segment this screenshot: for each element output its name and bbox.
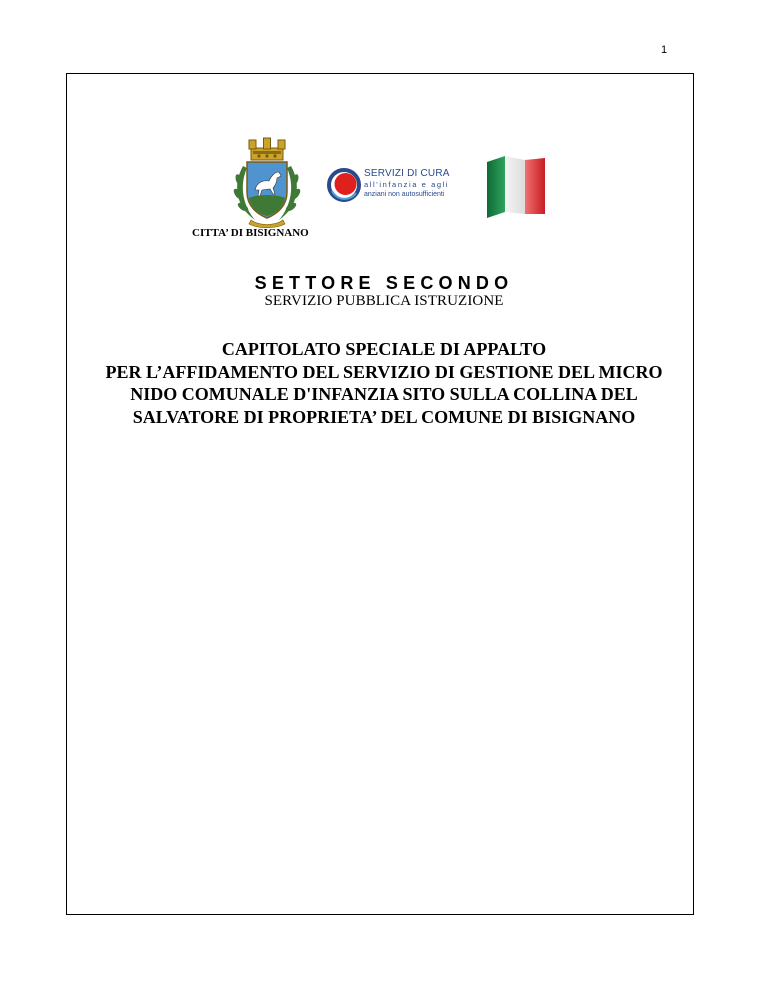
coat-of-arms-logo: [229, 136, 305, 230]
title-line: PER L’AFFIDAMENTO DEL SERVIZIO DI GESTIONE DEL MICRO: [105, 361, 663, 382]
document-title: [0, 338, 768, 428]
logo-text-line3: anziani non autosufficienti: [364, 191, 445, 198]
page-number: 1: [661, 44, 668, 56]
logo-text-line1: SERVIZI DI CURA: [364, 168, 450, 179]
title-line: NIDO COMUNALE D'INFANZIA SITO SULLA COLLINA DEL: [130, 384, 638, 404]
italian-flag-logo: [487, 156, 545, 218]
crown-icon: [249, 138, 285, 160]
circle-logo-icon: [326, 167, 362, 203]
logo-text-line2: all'infanzia e agli: [364, 180, 450, 189]
sector-title: SETTORE SECONDO: [254, 273, 514, 293]
title-line: CAPITOLATO SPECIALE DI APPALTO: [221, 339, 547, 359]
title-line: SALVATORE DI PROPRIETA’ DEL COMUNE DI BISIGNANO: [132, 406, 636, 427]
service-subtitle: SERVIZIO PUBBLICA ISTRUZIONE: [264, 293, 504, 309]
city-label: CITTA’ DI BISIGNANO: [192, 227, 309, 239]
servizi-di-cura-logo: [326, 166, 458, 206]
